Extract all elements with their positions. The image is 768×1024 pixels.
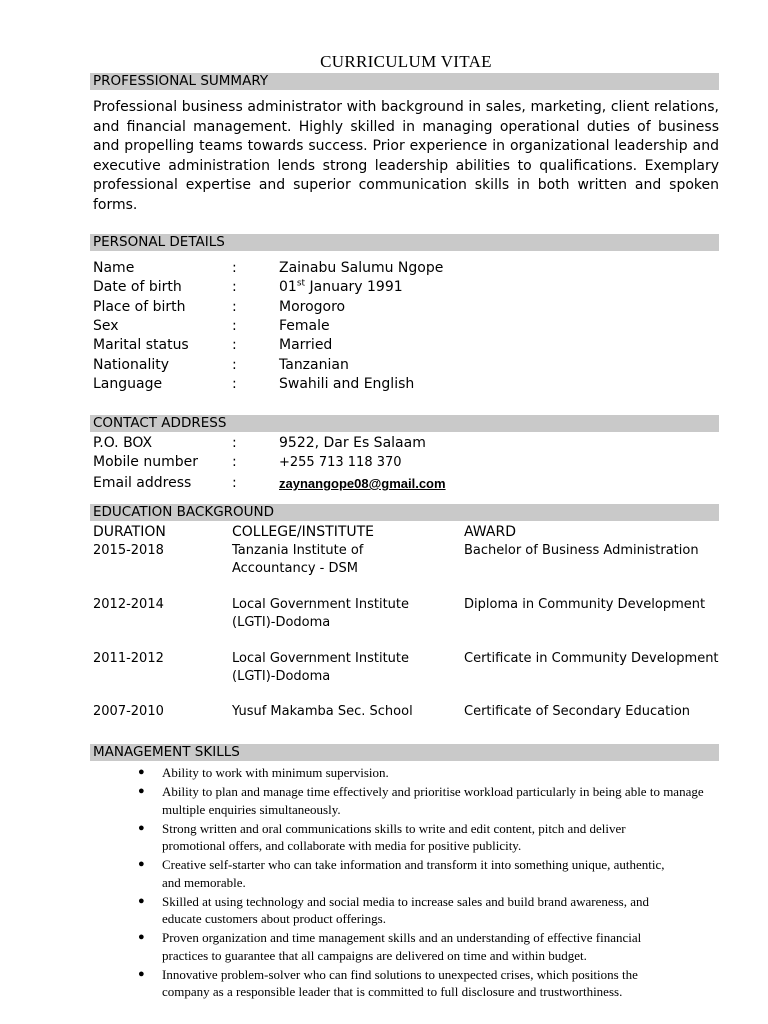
field-label: Place of birth <box>93 299 186 315</box>
field-value <box>279 278 403 297</box>
field-separator: : <box>232 475 237 491</box>
field-separator: : <box>232 454 237 470</box>
education-institute: Local Government Institute (LGTI)-Dodoma <box>232 597 410 630</box>
education-header-award: AWARD <box>464 524 516 540</box>
list-item <box>135 966 760 1001</box>
education-award: Certificate of Secondary Education <box>464 704 691 719</box>
section-header-professional-summary: PROFESSIONAL SUMMARY <box>90 73 719 90</box>
field-value: Female <box>279 318 330 334</box>
field-value: Zainabu Salumu Ngope <box>279 260 444 276</box>
field-separator: : <box>232 337 237 353</box>
email-link[interactable]: zaynangope08@gmail.com <box>279 476 446 491</box>
field-value: Morogoro <box>279 299 346 315</box>
document-title: CURRICULUM VITAE <box>320 52 492 71</box>
field-value: 9522, Dar Es Salaam <box>279 435 426 451</box>
bullet-icon: ● <box>138 766 145 778</box>
field-separator: : <box>232 318 237 334</box>
skill-text: Creative self-starter who can take information and transform it into something unique, authentic, and memorable. <box>162 857 665 890</box>
section-header-management-skills: MANAGEMENT SKILLS <box>90 744 719 761</box>
field-label: Date of birth <box>93 279 182 295</box>
field-label: Language <box>93 376 163 392</box>
list-item <box>135 856 760 891</box>
date-ordinal: st <box>296 278 306 289</box>
list-item <box>135 764 760 782</box>
bullet-icon: ● <box>138 821 145 834</box>
education-header-duration: DURATION <box>93 524 166 540</box>
skill-text: Proven organization and time management skills and an understanding of effective financial practices to guarantee that all campaigns are delivered on time and within budget. <box>162 930 642 963</box>
education-duration: 2011-2012 <box>93 651 164 666</box>
list-item <box>135 820 760 855</box>
list-item <box>135 783 760 818</box>
field-label: Marital status <box>93 337 189 353</box>
bullet-icon: ● <box>138 967 145 980</box>
education-institute: Yusuf Makamba Sec. School <box>232 704 413 719</box>
field-label: Mobile number <box>93 454 199 470</box>
section-header-contact-address: CONTACT ADDRESS <box>90 415 719 432</box>
field-separator: : <box>232 435 237 451</box>
field-value: Married <box>279 337 333 353</box>
education-institute: Tanzania Institute of Accountancy - DSM <box>232 543 364 576</box>
skill-text: Ability to plan and manage time effectively and prioritise workload particularly in being able to manage multiple enquiries simultaneously. <box>162 784 704 817</box>
field-separator: : <box>232 279 237 295</box>
date-rest: January 1991 <box>305 279 403 295</box>
education-award: Bachelor of Business Administration <box>464 543 699 558</box>
summary-paragraph: Professional business administrator with background in sales, marketing, client relations, and financial management. Highly skilled in managing operational duties of business and propelling teams towards success. Prior experience in organizational leadership and executive administration lends strong leadership abilities to qualifications. Exemplary professional expertise and superior communication skills in both written and spoken forms. <box>93 99 719 213</box>
education-duration: 2007-2010 <box>93 704 164 719</box>
bullet-icon: ● <box>138 858 145 870</box>
field-separator: : <box>232 299 237 315</box>
skill-text: Strong written and oral communications skills to write and edit content, pitch and deliver promotional offers, and collaborate with media for positive publicity. <box>162 820 626 853</box>
education-header-institute: COLLEGE/INSTITUTE <box>232 524 375 540</box>
field-label: Sex <box>93 318 119 334</box>
field-separator: : <box>232 376 237 392</box>
education-award: Diploma in Community Development <box>464 597 706 612</box>
field-value: Swahili and English <box>279 376 415 392</box>
section-header-education-background: EDUCATION BACKGROUND <box>90 504 719 521</box>
field-label: P.O. BOX <box>93 435 153 451</box>
bullet-icon: ● <box>138 894 145 907</box>
section-header-personal-details: PERSONAL DETAILS <box>90 234 719 251</box>
field-separator: : <box>232 357 237 373</box>
skill-text: Skilled at using technology and social media to increase sales and build brand awareness, and educate customers about product offerings. <box>162 893 649 926</box>
list-item <box>135 929 760 964</box>
field-value: +255 713 118 370 <box>279 455 402 470</box>
skill-text: Innovative problem-solver who can find solutions to unexpected crises, which positions the company as a responsible leader that is committed to full disclosure and trustworthiness. <box>162 966 638 999</box>
bullet-icon: ● <box>138 785 145 797</box>
skills-list <box>135 764 760 1002</box>
education-duration: 2015-2018 <box>93 543 164 558</box>
education-duration: 2012-2014 <box>93 597 164 612</box>
field-value: Tanzanian <box>279 357 349 373</box>
field-separator: : <box>232 260 237 276</box>
education-award: Certificate in Community Development <box>464 651 719 666</box>
skill-text: Ability to work with minimum supervision. <box>162 765 389 780</box>
field-label: Nationality <box>93 357 170 373</box>
field-label: Email address <box>93 475 192 491</box>
field-label: Name <box>93 260 135 276</box>
bullet-icon: ● <box>138 931 145 943</box>
education-institute: Local Government Institute (LGTI)-Dodoma <box>232 651 410 684</box>
list-item <box>135 893 760 928</box>
date-day: 01 <box>279 279 297 295</box>
